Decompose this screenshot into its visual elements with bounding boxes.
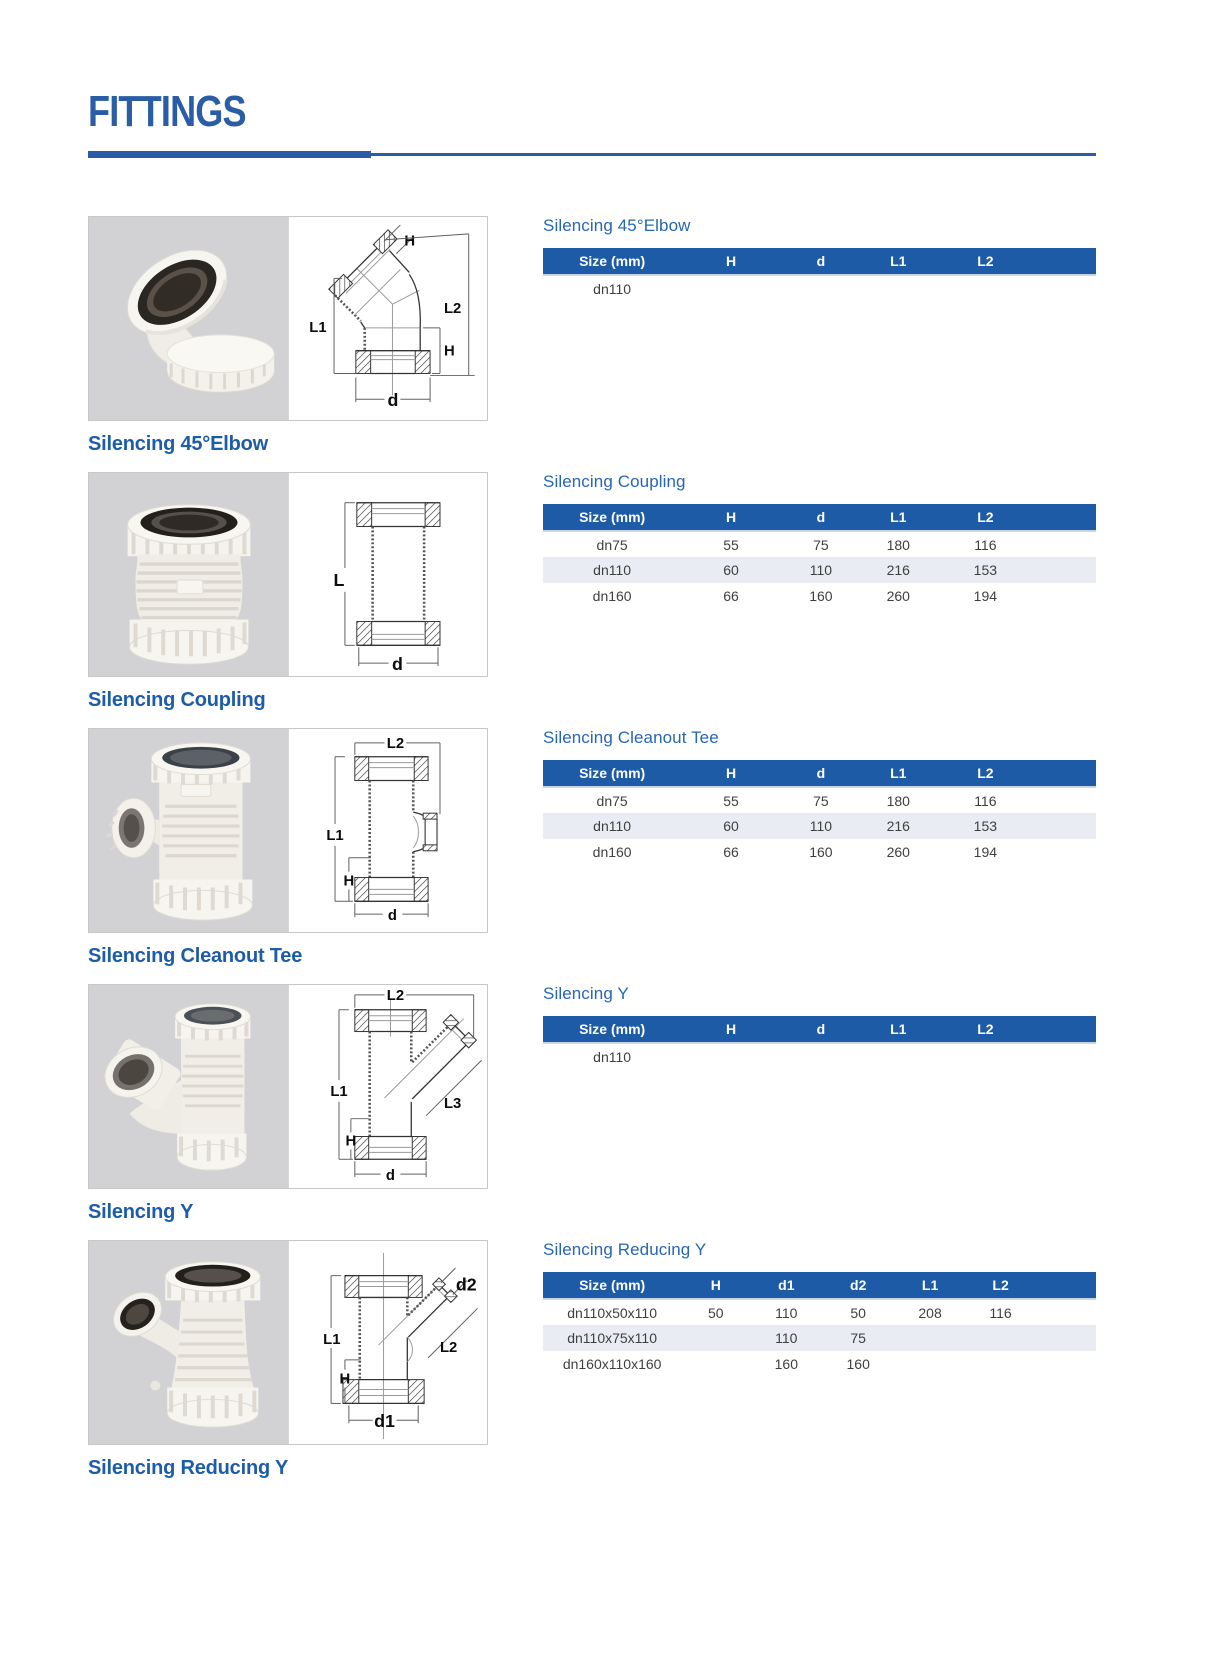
table-cell: 55 — [681, 531, 781, 557]
product-row-silencing-y — [88, 984, 1096, 1224]
table-cell: 110 — [750, 1325, 822, 1351]
product-visual — [88, 984, 488, 1224]
product-table-section — [543, 728, 1096, 865]
column-header: L2 — [936, 760, 1036, 787]
table-cell: 75 — [781, 531, 861, 557]
product-caption: Silencing Reducing Y — [88, 1457, 289, 1479]
page-title: FITTINGS — [88, 87, 246, 136]
table-cell — [936, 275, 1036, 301]
table-row — [543, 1299, 1096, 1325]
table-title: Silencing 45°Elbow — [543, 216, 691, 235]
table-cell: 216 — [861, 813, 936, 839]
table-cell: dn75 — [543, 787, 681, 813]
column-header-filler — [1035, 1272, 1096, 1299]
spec-table — [543, 1016, 1096, 1069]
table-cell — [861, 1043, 936, 1069]
product-caption: Silencing 45°Elbow — [88, 433, 268, 455]
table-cell: 153 — [936, 557, 1036, 583]
table-cell-filler — [1035, 1351, 1096, 1377]
product-visual — [88, 472, 488, 712]
table-cell: 260 — [861, 839, 936, 865]
product-photo-cleanout-tee — [89, 729, 288, 932]
table-title: Silencing Coupling — [543, 472, 686, 491]
dim-label-l2: L2 — [439, 1339, 458, 1356]
spec-table — [543, 760, 1096, 865]
product-caption: Silencing Cleanout Tee — [88, 945, 303, 967]
table-cell: dn110 — [543, 813, 681, 839]
table-cell: 110 — [750, 1299, 822, 1325]
dim-label-h: H — [345, 1133, 357, 1150]
column-header: L1 — [861, 248, 936, 275]
dim-label-l2: L2 — [443, 301, 462, 318]
column-header: L2 — [936, 248, 1036, 275]
title-rule-thick — [88, 151, 371, 158]
column-header: L1 — [861, 760, 936, 787]
product-drawing-y — [288, 985, 487, 1188]
product-row-silencing-cleanout-tee — [88, 728, 1096, 968]
column-header: d2 — [822, 1272, 894, 1299]
dim-label-d: d — [387, 390, 399, 411]
dim-label-h-right: H — [443, 343, 455, 360]
table-cell: 75 — [781, 787, 861, 813]
dim-label-h: H — [339, 1371, 351, 1388]
table-cell: 160 — [750, 1351, 822, 1377]
product-photo-coupling — [89, 473, 288, 676]
table-cell: 116 — [936, 531, 1036, 557]
table-cell: 180 — [861, 531, 936, 557]
table-cell — [681, 275, 781, 301]
product-drawing-45-elbow — [288, 217, 487, 420]
table-row — [543, 787, 1096, 813]
table-cell: 50 — [822, 1299, 894, 1325]
dim-label-l1: L1 — [330, 1083, 348, 1100]
column-header: H — [681, 1272, 750, 1299]
table-cell: 160 — [781, 583, 861, 609]
product-drawing-reducing-y — [288, 1241, 487, 1444]
column-header: L1 — [894, 1272, 966, 1299]
dim-label-l1: L1 — [323, 1331, 341, 1348]
table-cell: 55 — [681, 787, 781, 813]
table-cell: 180 — [861, 787, 936, 813]
column-header: Size (mm) — [543, 760, 681, 787]
table-cell-filler — [1035, 1043, 1096, 1069]
table-cell: dn110 — [543, 1043, 681, 1069]
dim-label-l1: L1 — [326, 827, 344, 844]
table-cell: 60 — [681, 813, 781, 839]
product-row-silencing-reducing-y — [88, 1240, 1096, 1480]
product-drawing-cleanout-tee — [288, 729, 487, 932]
table-cell-filler — [1035, 275, 1096, 301]
product-photo-reducing-y — [89, 1241, 288, 1444]
table-cell: 160 — [822, 1351, 894, 1377]
product-drawing-coupling — [288, 473, 487, 676]
product-image-box — [88, 1240, 488, 1445]
table-cell: 66 — [681, 839, 781, 865]
table-cell: dn110x50x110 — [543, 1299, 681, 1325]
title-rule-thin — [371, 153, 1096, 156]
column-header-filler — [1035, 1016, 1096, 1043]
column-header-filler — [1035, 504, 1096, 531]
page-header — [88, 87, 1096, 158]
table-cell: dn110 — [543, 557, 681, 583]
column-header: H — [681, 504, 781, 531]
table-cell: dn110x75x110 — [543, 1325, 681, 1351]
table-cell — [681, 1325, 750, 1351]
table-cell-filler — [1035, 813, 1096, 839]
product-table-section — [543, 1240, 1096, 1377]
product-visual — [88, 216, 488, 456]
column-header-filler — [1035, 760, 1096, 787]
product-visual — [88, 728, 488, 968]
table-cell-filler — [1035, 557, 1096, 583]
table-cell: 260 — [861, 583, 936, 609]
column-header: H — [681, 248, 781, 275]
dim-label-d2: d2 — [455, 1274, 477, 1295]
table-title: Silencing Reducing Y — [543, 1240, 707, 1259]
dim-label-l2: L2 — [386, 735, 405, 752]
table-row — [543, 839, 1096, 865]
column-header: L1 — [861, 504, 936, 531]
table-row — [543, 583, 1096, 609]
column-header: d — [781, 504, 861, 531]
dim-label-l3: L3 — [443, 1095, 462, 1112]
table-cell: 116 — [936, 787, 1036, 813]
table-cell: 66 — [681, 583, 781, 609]
column-header: L2 — [936, 1016, 1036, 1043]
table-cell-filler — [1035, 583, 1096, 609]
column-header-filler — [1035, 248, 1096, 275]
table-cell: 50 — [681, 1299, 750, 1325]
table-cell — [781, 1043, 861, 1069]
table-header-row — [543, 1272, 1096, 1299]
table-cell — [966, 1351, 1035, 1377]
dim-label-l1: L1 — [309, 319, 327, 336]
table-cell: 216 — [861, 557, 936, 583]
table-cell — [894, 1325, 966, 1351]
dim-label-h-top: H — [404, 233, 416, 250]
spec-table — [543, 504, 1096, 609]
table-row — [543, 275, 1096, 301]
product-row-silencing-coupling — [88, 472, 1096, 712]
column-header: d — [781, 248, 861, 275]
product-table-section — [543, 984, 1096, 1069]
table-header-row — [543, 1016, 1096, 1043]
table-cell: 160 — [781, 839, 861, 865]
table-cell-filler — [1035, 1299, 1096, 1325]
title-rule — [88, 151, 1096, 158]
table-cell: 110 — [781, 813, 861, 839]
table-title: Silencing Cleanout Tee — [543, 728, 719, 747]
product-table-section — [543, 472, 1096, 609]
column-header: L1 — [861, 1016, 936, 1043]
spec-table — [543, 1272, 1096, 1377]
table-cell: 116 — [966, 1299, 1035, 1325]
table-row — [543, 557, 1096, 583]
table-row — [543, 1351, 1096, 1377]
table-cell — [861, 275, 936, 301]
table-cell: 194 — [936, 839, 1036, 865]
table-cell: dn75 — [543, 531, 681, 557]
product-caption: Silencing Y — [88, 1201, 194, 1223]
dim-label-l2: L2 — [386, 987, 405, 1004]
column-header: d1 — [750, 1272, 822, 1299]
table-row — [543, 531, 1096, 557]
column-header: H — [681, 1016, 781, 1043]
product-row-silencing-45-elbow — [88, 216, 1096, 456]
product-image-box — [88, 216, 488, 421]
dim-label-d: d — [387, 908, 397, 925]
table-cell: dn160x110x160 — [543, 1351, 681, 1377]
dim-label-d1: d1 — [374, 1411, 395, 1432]
product-table-section — [543, 216, 1096, 301]
table-cell: 194 — [936, 583, 1036, 609]
table-cell-filler — [1035, 787, 1096, 813]
table-cell-filler — [1035, 1325, 1096, 1351]
column-header: Size (mm) — [543, 504, 681, 531]
table-cell-filler — [1035, 839, 1096, 865]
product-image-box — [88, 472, 488, 677]
table-cell — [681, 1351, 750, 1377]
table-cell: 110 — [781, 557, 861, 583]
table-header-row — [543, 760, 1096, 787]
table-cell: dn160 — [543, 583, 681, 609]
catalog-content — [88, 216, 1096, 1480]
table-cell: 75 — [822, 1325, 894, 1351]
dim-label-h: H — [343, 873, 355, 890]
column-header: Size (mm) — [543, 1016, 681, 1043]
table-cell — [781, 275, 861, 301]
spec-table — [543, 248, 1096, 301]
table-row — [543, 1325, 1096, 1351]
table-header-row — [543, 504, 1096, 531]
column-header: H — [681, 760, 781, 787]
table-cell-filler — [1035, 531, 1096, 557]
dim-label-d: d — [385, 1168, 396, 1185]
table-cell — [894, 1351, 966, 1377]
product-photo-45-elbow — [89, 217, 288, 420]
column-header: Size (mm) — [543, 248, 681, 275]
dim-label-d: d — [391, 654, 403, 675]
product-image-box — [88, 728, 488, 933]
table-header-row — [543, 248, 1096, 275]
dim-label-l: L — [333, 569, 345, 590]
table-cell: dn160 — [543, 839, 681, 865]
table-row — [543, 1043, 1096, 1069]
product-image-box — [88, 984, 488, 1189]
table-cell — [681, 1043, 781, 1069]
table-cell: 153 — [936, 813, 1036, 839]
column-header: d — [781, 760, 861, 787]
table-cell — [966, 1325, 1035, 1351]
column-header: L2 — [966, 1272, 1035, 1299]
column-header: d — [781, 1016, 861, 1043]
table-row — [543, 813, 1096, 839]
table-cell: dn110 — [543, 275, 681, 301]
table-cell: 208 — [894, 1299, 966, 1325]
product-photo-y — [89, 985, 288, 1188]
product-caption: Silencing Coupling — [88, 689, 266, 711]
column-header: Size (mm) — [543, 1272, 681, 1299]
table-title: Silencing Y — [543, 984, 629, 1003]
column-header: L2 — [936, 504, 1036, 531]
table-cell: 60 — [681, 557, 781, 583]
product-visual — [88, 1240, 488, 1480]
table-cell — [936, 1043, 1036, 1069]
